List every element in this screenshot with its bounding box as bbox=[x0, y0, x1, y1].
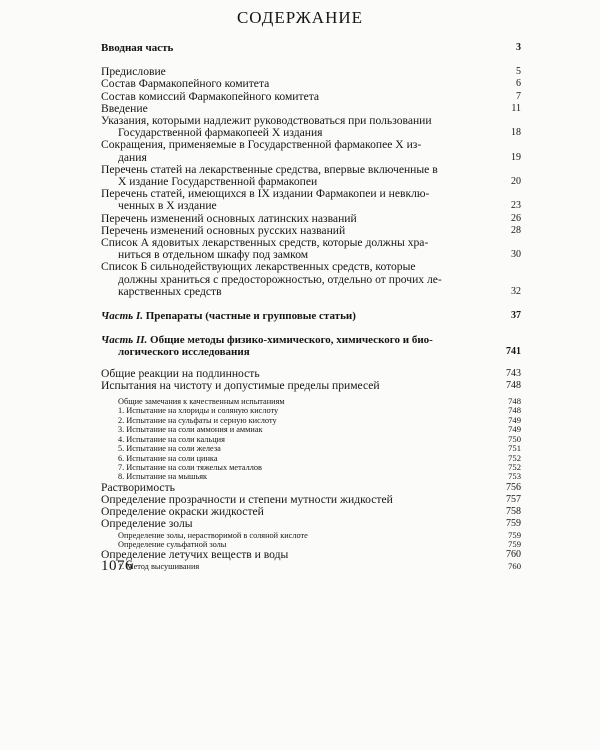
toc-entry-text: Состав Фармакопейного комитета bbox=[101, 77, 270, 91]
page-title: СОДЕРЖАНИЕ bbox=[236, 8, 364, 27]
part-label: Часть I. bbox=[101, 310, 143, 323]
toc-page-number: 748 bbox=[508, 405, 521, 416]
toc-entry-text-continued: X издание Государственной фармакопеи bbox=[118, 175, 318, 189]
toc-entry-text: Вводная часть bbox=[101, 42, 174, 54]
toc-page-number: 760 bbox=[508, 560, 521, 571]
toc-page-number: 6 bbox=[516, 78, 521, 90]
toc-page-number: 758 bbox=[506, 506, 521, 518]
toc-entry-text: 1. Метод высушивания bbox=[118, 561, 200, 571]
toc-entry-text-continued: логического исследования bbox=[118, 346, 250, 359]
toc-entry bbox=[101, 213, 521, 225]
toc-entry-text-continued: карственных средств bbox=[118, 284, 222, 298]
toc-entry-text: 1. Испытание на хлориды и соляную кислоту bbox=[118, 406, 279, 416]
toc-subentry bbox=[101, 463, 521, 472]
toc-entry bbox=[101, 237, 521, 261]
toc-entry-text-continued: должны храниться с предосторожностью, отдельно от прочих ле- bbox=[118, 272, 442, 286]
toc-entry-text: Определение прозрачности и степени мутности жидкостей bbox=[101, 492, 393, 506]
toc-entry-text: Определение сульфатной золы bbox=[118, 539, 227, 549]
toc-entry-text: 6. Испытание на соли цинка bbox=[118, 453, 218, 463]
toc-page-number: 32 bbox=[511, 285, 521, 297]
toc-entry-text-continued: ченных в X издание bbox=[118, 199, 217, 213]
toc-page-number: 7 bbox=[516, 90, 521, 102]
toc-page-number: 30 bbox=[511, 249, 521, 261]
toc-page-number: 759 bbox=[508, 529, 521, 540]
toc-entry-text: Указания, которыми надлежит руководствоваться при пользовании bbox=[101, 114, 432, 128]
toc-entry-text: Перечень статей, имеющихся в IX издании Фармакопеи и невклю- bbox=[101, 187, 430, 201]
toc-entry-text: 5. Испытание на соли железа bbox=[118, 444, 221, 454]
toc-page-number: 757 bbox=[506, 493, 521, 505]
toc-subentry bbox=[101, 416, 521, 425]
toc-entry-text-continued: ниться в отдельном шкафу под замком bbox=[118, 248, 309, 262]
part-label: Часть II. bbox=[101, 334, 148, 347]
toc-page-number: 752 bbox=[508, 452, 521, 463]
toc-subentry bbox=[101, 562, 521, 571]
toc-entry-text: Перечень изменений основных латинских названий bbox=[101, 211, 357, 225]
toc-page-number: 759 bbox=[508, 538, 521, 549]
toc-entry-text: Перечень изменений основных русских названий bbox=[101, 223, 346, 237]
toc-subentry bbox=[101, 406, 521, 415]
toc-entry-text: 4. Испытание на соли кальция bbox=[118, 434, 225, 444]
toc-page-number: 743 bbox=[506, 367, 521, 379]
toc-entry-text: 7. Испытание на соли тяжелых металлов bbox=[118, 462, 262, 472]
toc-entry-text: Испытания на чистоту и допустимые пределы примесей bbox=[101, 378, 380, 392]
toc-entry bbox=[101, 115, 521, 139]
toc-entry-text-continued: Государственной фармакопеей X издания bbox=[118, 126, 323, 140]
toc-entry-text: Сокращения, применяемые в Государственной фармакопее X из- bbox=[101, 138, 422, 152]
toc-page-number: 20 bbox=[511, 176, 521, 188]
toc-entry-text: 8. Испытание на мышьяк bbox=[118, 472, 208, 482]
toc-entry bbox=[101, 164, 521, 188]
toc-page-number: 28 bbox=[511, 224, 521, 236]
toc-page-number: 749 bbox=[508, 414, 521, 425]
toc-entry-text: 2. Испытание на сульфаты и серную кислоту bbox=[118, 415, 277, 425]
toc-page-number: 3 bbox=[516, 42, 521, 53]
toc-entry-text: Определение золы, нерастворимой в соляной кислоте bbox=[118, 530, 308, 540]
page-number-footer: 1076 bbox=[101, 558, 133, 574]
toc-entry-text: Препараты (частные и групповые статьи) bbox=[145, 310, 356, 323]
toc-subentry bbox=[101, 444, 521, 453]
toc-entry-text: Общие замечания к качественным испытаниям bbox=[118, 397, 285, 407]
toc-page-number: 753 bbox=[508, 471, 521, 482]
toc-entry-text: Определение летучих веществ и воды bbox=[101, 548, 289, 562]
toc-subentry bbox=[101, 454, 521, 463]
toc-page-number: 760 bbox=[506, 549, 521, 561]
toc-entry-text: Введение bbox=[101, 101, 148, 115]
toc-subentry bbox=[101, 425, 521, 434]
toc-entry bbox=[101, 380, 521, 392]
toc-entry-text: Список А ядовитых лекарственных средств, которые должны хра- bbox=[101, 236, 429, 250]
toc-entry bbox=[101, 188, 521, 212]
toc-page-number: 748 bbox=[506, 379, 521, 391]
toc-page-number: 26 bbox=[511, 212, 521, 224]
toc-page-number: 759 bbox=[506, 518, 521, 530]
toc-entry bbox=[101, 261, 521, 298]
toc-page-number: 19 bbox=[511, 151, 521, 163]
toc-entry-text: 3. Испытание на соли аммония и аммиак bbox=[118, 425, 263, 435]
toc-page-number: 750 bbox=[508, 433, 521, 444]
toc-page-number: 23 bbox=[511, 200, 521, 212]
toc-entry-text-continued: дания bbox=[118, 150, 147, 164]
toc-page-number: 751 bbox=[508, 443, 521, 454]
toc-page-number: 749 bbox=[508, 424, 521, 435]
toc-entry-text: Определение золы bbox=[101, 517, 193, 531]
toc-entry-text: Состав комиссий Фармакопейного комитета bbox=[101, 89, 320, 103]
toc-entry-text: Растворимость bbox=[101, 480, 175, 494]
toc-entry bbox=[101, 518, 521, 530]
toc-part-entry bbox=[101, 334, 521, 358]
toc-entry-text: Перечень статей на лекарственные средства, впервые включенные в bbox=[101, 162, 438, 176]
toc-entry bbox=[101, 78, 521, 90]
toc-page-number: 756 bbox=[506, 481, 521, 493]
toc-page-number: 11 bbox=[511, 102, 521, 114]
toc-page-number: 37 bbox=[511, 310, 521, 322]
toc-entry bbox=[101, 42, 521, 54]
toc-entry bbox=[101, 91, 521, 103]
toc-subentry bbox=[101, 531, 521, 540]
table-of-contents bbox=[101, 42, 521, 571]
toc-part-entry bbox=[101, 310, 521, 322]
toc-page-number: 741 bbox=[506, 346, 521, 358]
toc-page-number: 18 bbox=[511, 127, 521, 139]
toc-entry-text: Список Б сильнодействующих лекарственных средств, которые bbox=[101, 260, 416, 274]
toc-page-number: 752 bbox=[508, 461, 521, 472]
toc-entry-text: Общие реакции на подлинность bbox=[101, 366, 260, 380]
toc-subentry bbox=[101, 435, 521, 444]
toc-page-number: 748 bbox=[508, 396, 521, 407]
toc-entry-text: Определение окраски жидкостей bbox=[101, 505, 264, 519]
toc-entry-text: Предисловие bbox=[101, 65, 166, 79]
toc-entry bbox=[101, 139, 521, 163]
toc-page-number: 5 bbox=[516, 66, 521, 78]
toc-entry bbox=[101, 549, 521, 561]
toc-subentry bbox=[101, 397, 521, 406]
toc-entry-text: Общие методы физико-химического, химического и био- bbox=[150, 334, 433, 347]
